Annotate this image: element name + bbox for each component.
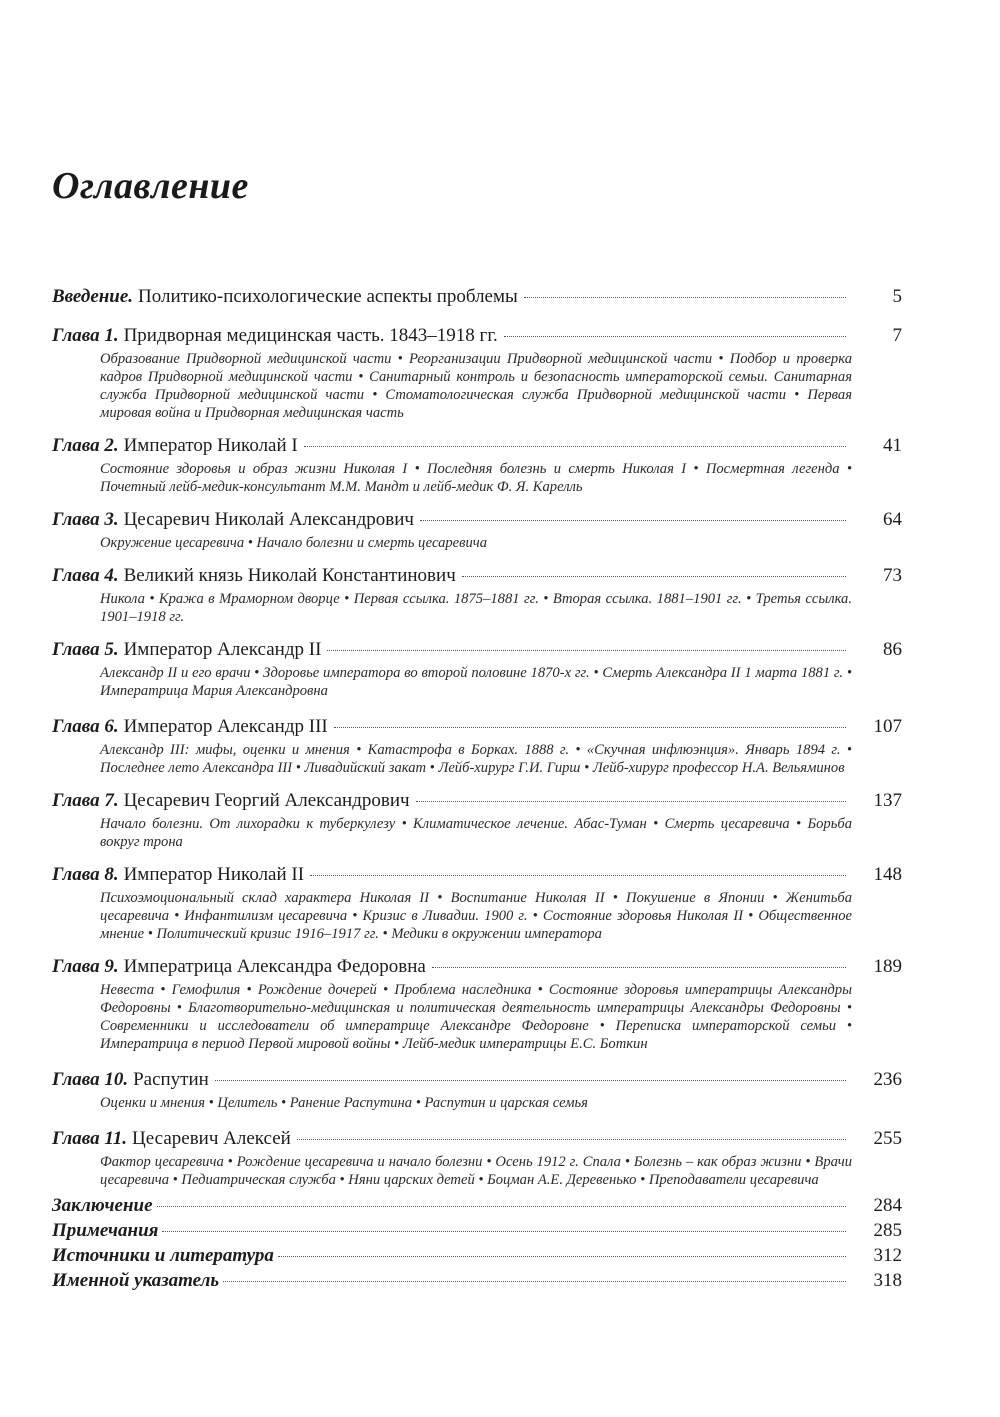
entry-title: Придворная медицинская часть. 1843–1918 гг. [123,325,498,346]
dot-leader [420,519,846,521]
toc-entry-introduction[interactable] [52,284,902,309]
entry-lead: Глава 6. [52,716,119,737]
page-number: 189 [873,956,902,977]
page-number: 285 [873,1220,902,1241]
entry-lead: Введение. [52,286,134,307]
chapter-sections: Александр III: мифы, оценки и мнения • Катастрофа в Борках. 1888 г. • «Скучная инфлюэнция». Январь 1894 г. • Последнее лето Александра III • Ливадийский закат • Лейб-хирург Г.И. Гирш • Лейб-хирург профессор Н.А. Вельяминов [100,742,852,776]
page-number: 137 [873,790,902,811]
chapter-sections: Фактор цесаревича • Рождение цесаревича и начало болезни • Осень 1912 г. Спала • Болезнь – как образ жизни • Врачи цесаревича • Педиатрическая служба • Няни царских детей • Боцман А.Е. Деревенько • Преподаватели цесаревича [100,1154,852,1188]
toc-entry-chapter-5[interactable] [52,637,902,700]
table-of-contents [52,284,902,1293]
dot-leader [157,1205,846,1207]
entry-title: Цесаревич Алексей [132,1128,291,1149]
entry-lead: Глава 10. [52,1069,129,1090]
page-number: 255 [873,1128,902,1149]
toc-entry-chapter-7[interactable] [52,788,902,851]
entry-lead: Примечания [52,1220,159,1241]
entry-lead: Глава 3. [52,509,119,530]
page-number: 312 [873,1245,902,1266]
page-number: 41 [883,435,902,456]
toc-entry-chapter-11[interactable] [52,1126,902,1189]
entry-title: Великий князь Николай Константинович [123,565,456,586]
dot-leader [304,445,846,447]
page-number: 73 [883,565,902,586]
entry-lead: Глава 8. [52,864,119,885]
entry-title: Распутин [133,1069,209,1090]
entry-title: Цесаревич Георгий Александрович [123,790,410,811]
page-number: 107 [873,716,902,737]
dot-leader [462,575,846,577]
page-number: 86 [883,639,902,660]
chapter-sections: Александр II и его врачи • Здоровье императора во второй половине 1870-х гг. • Смерть Александра II 1 марта 1881 г. • Императрица Мария Александровна [100,665,852,699]
chapter-sections: Состояние здоровья и образ жизни Николая I • Последняя болезнь и смерть Николая I • Посмертная легенда • Почетный лейб-медик-консультант М.М. Мандт и лейб-медик Ф. Я. Карелль [100,461,852,495]
chapter-sections: Невеста • Гемофилия • Рождение дочерей • Проблема наследника • Состояние здоровья императрицы Александры Федоровны • Благотворительно-медицинская и политическая деятельность императрицы Александры Федоровны • Современники и исследователи об императрице Александре Федоровне • Переписка императорской семьи • Императрица в период Первой мировой войны • Лейб-медик императрицы Е.С. Боткин [100,982,852,1052]
toc-entry-chapter-1[interactable] [52,323,902,422]
entry-lead: Глава 5. [52,639,119,660]
entry-lead: Глава 11. [52,1128,128,1149]
dot-leader [327,649,846,651]
dot-leader [297,1138,846,1140]
entry-title: Политико-психологические аспекты проблемы [138,286,518,307]
entry-title: Цесаревич Николай Александрович [123,509,414,530]
dot-leader [416,800,846,802]
entry-title: Императрица Александра Федоровна [123,956,426,977]
entry-lead: Источники и литература [52,1245,274,1266]
dot-leader [334,726,846,728]
entry-lead: Именной указатель [52,1270,220,1291]
chapter-sections: Окружение цесаревича • Начало болезни и смерть цесаревича [100,535,488,551]
entry-lead: Глава 4. [52,565,119,586]
dot-leader [215,1079,846,1081]
page-number: 64 [883,509,902,530]
dot-leader [504,335,846,337]
entry-title: Император Николай II [123,864,305,885]
toc-entry-chapter-9[interactable] [52,954,902,1053]
entry-lead: Глава 2. [52,435,119,456]
chapter-sections: Оценки и мнения • Целитель • Ранение Распутина • Распутин и царская семья [100,1095,588,1111]
toc-entry-chapter-3[interactable] [52,507,902,552]
chapter-sections: Психоэмоциональный склад характера Николая II • Воспитание Николая II • Покушение в Японии • Женитьба цесаревича • Инфантилизм цесаревича • Кризис в Ливадии. 1900 г. • Состояние здоровья Николая II • Общественное мнение • Политический кризис 1916–1917 гг. • Медики в окружении императора [100,890,852,942]
toc-entry-chapter-8[interactable] [52,862,902,943]
dot-leader [310,874,846,876]
chapter-sections: Никола • Кража в Мраморном дворце • Первая ссылка. 1875–1881 гг. • Вторая ссылка. 1881–1901 гг. • Третья ссылка. 1901–1918 гг. [100,591,852,625]
page-number: 148 [873,864,902,885]
entry-lead: Заключение [52,1195,153,1216]
dot-leader [278,1255,846,1257]
toc-entry-chapter-2[interactable] [52,433,902,496]
entry-title: Император Николай I [123,435,298,456]
dot-leader [162,1230,846,1232]
entry-title: Император Александр III [123,716,328,737]
toc-entry-name-index[interactable] [52,1268,902,1293]
toc-entry-conclusion[interactable] [52,1193,902,1218]
page-number: 5 [892,286,902,307]
chapter-sections: Начало болезни. От лихорадки к туберкулезу • Климатическое лечение. Абас-Туман • Смерть цесаревича • Борьба вокруг трона [100,816,852,850]
toc-entry-sources[interactable] [52,1243,902,1268]
page-number: 236 [873,1069,902,1090]
dot-leader [432,966,846,968]
page-number: 7 [892,325,902,346]
entry-lead: Глава 9. [52,956,119,977]
dot-leader [524,296,846,298]
toc-entry-chapter-6[interactable] [52,714,902,777]
dot-leader [223,1280,846,1282]
toc-entry-chapter-4[interactable] [52,563,902,626]
entry-lead: Глава 1. [52,325,119,346]
page-number: 284 [873,1195,902,1216]
chapter-sections: Образование Придворной медицинской части • Реорганизации Придворной медицинской части • Подбор и проверка кадров Придворной медицинской части • Санитарный контроль и безопасность императорской семьи. Санитарная служба Придворной медицинской части • Стоматологическая служба Придворной медицинской части • Первая мировая война и Придворная медицинская часть [100,351,852,421]
page-number: 318 [873,1270,902,1291]
toc-entry-chapter-10[interactable] [52,1067,902,1112]
entry-title: Император Александр II [123,639,322,660]
entry-lead: Глава 7. [52,790,119,811]
page-title: Оглавление [52,165,249,207]
toc-entry-notes[interactable] [52,1218,902,1243]
